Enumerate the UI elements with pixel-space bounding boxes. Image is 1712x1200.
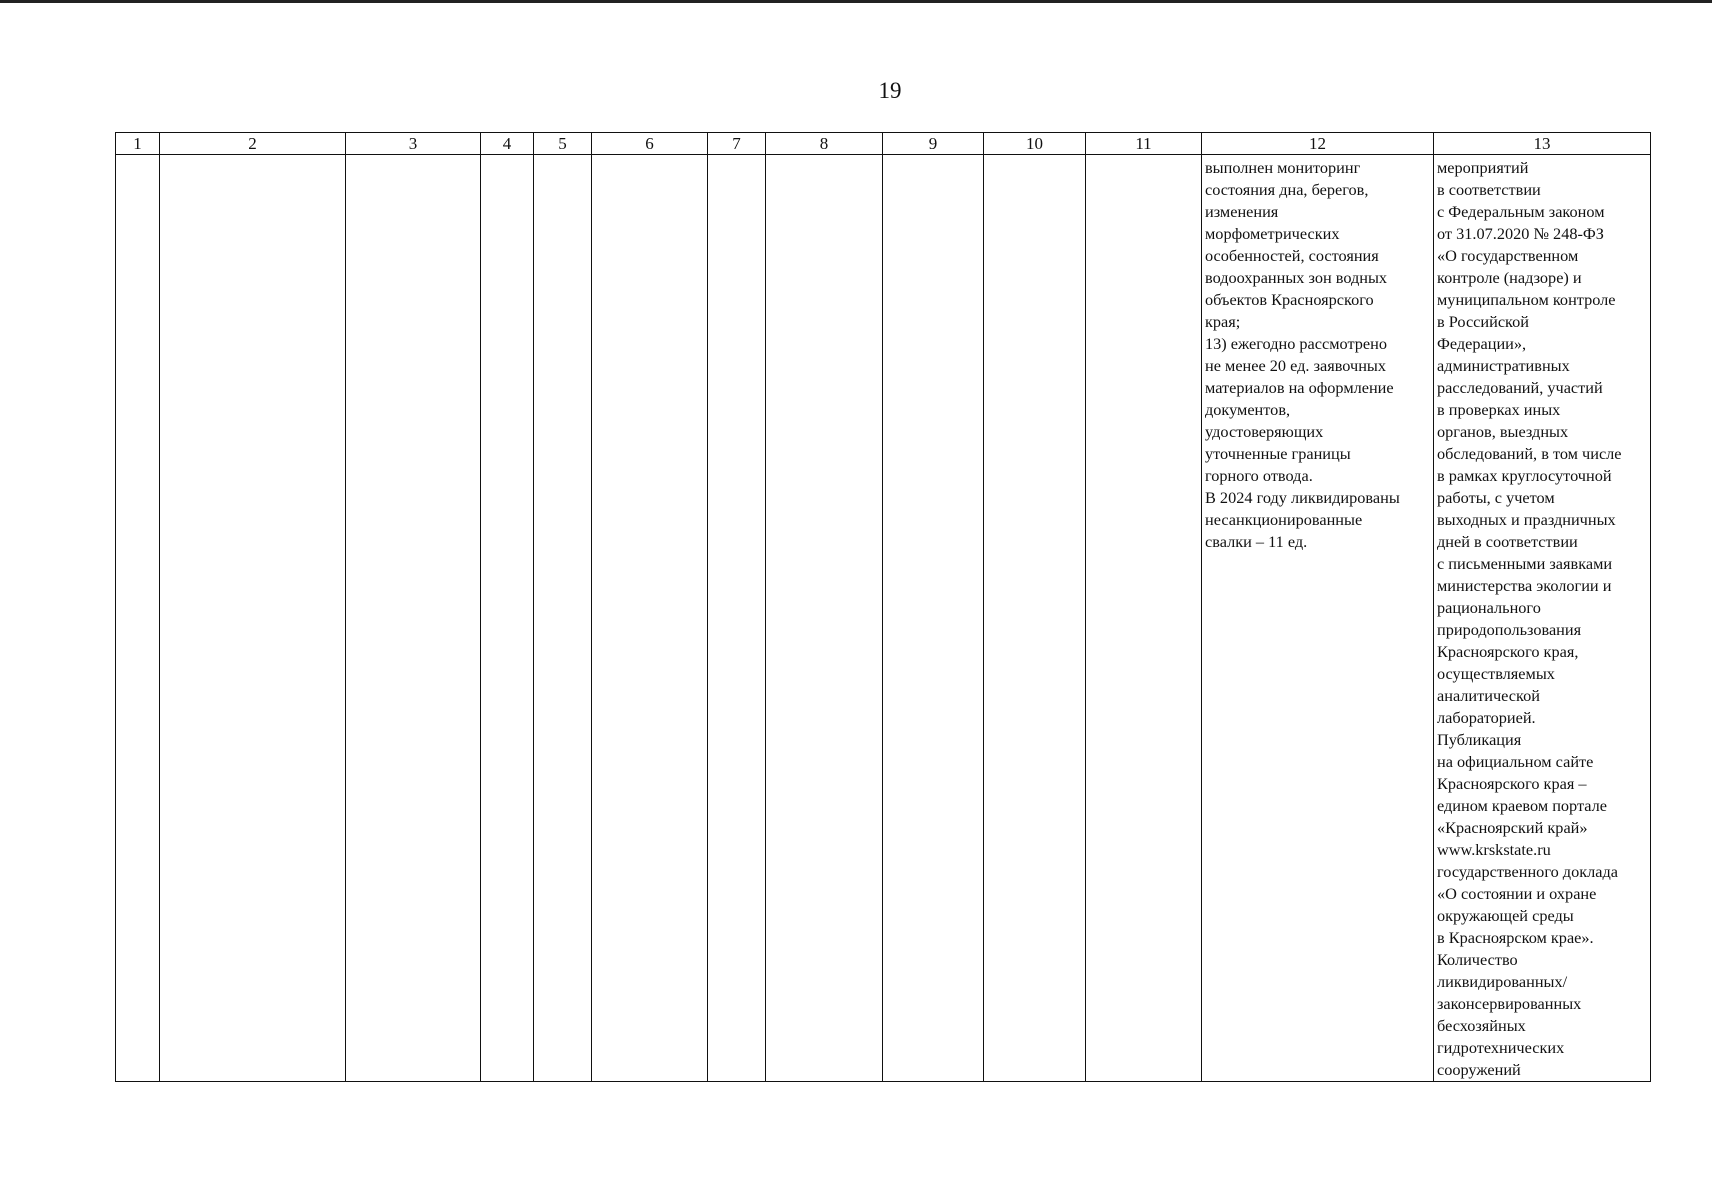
cell-col-13 [1434,155,1651,1082]
text-line: 13) ежегодно рассмотрено [1205,334,1387,353]
column-header-4: 4 [481,133,534,155]
col12-text [1202,155,1433,553]
cell-col-10 [984,155,1086,1082]
cell-col-2 [160,155,346,1082]
cell-col-4 [481,155,534,1082]
text-line: с Федеральным законом [1437,202,1605,221]
text-line: морфометрических [1205,224,1340,243]
text-line: в рамках круглосуточной [1437,466,1612,485]
text-line: едином краевом портале [1437,796,1608,815]
cell-col-5 [534,155,592,1082]
text-line: органов, выездных [1437,422,1569,441]
text-line: бесхозяйных [1437,1016,1526,1035]
text-line: Федерации», [1437,334,1527,353]
column-header-7: 7 [708,133,766,155]
column-header-10: 10 [984,133,1086,155]
text-line: аналитической [1437,686,1540,705]
text-line: изменения [1205,202,1279,221]
text-line: уточненные границы [1205,444,1351,463]
cell-col-11 [1086,155,1202,1082]
column-header-6: 6 [592,133,708,155]
cell-col-7 [708,155,766,1082]
text-line: свалки – 11 ед. [1205,532,1308,551]
text-line: www.krskstate.ru [1437,840,1551,859]
table-row [116,155,1651,1082]
text-line: работы, с учетом [1437,488,1555,507]
text-line: рационального [1437,598,1541,617]
text-line: материалов на оформление [1205,378,1394,397]
text-line: природопользования [1437,620,1582,639]
text-line: не менее 20 ед. заявочных [1205,356,1386,375]
text-line: Количество [1437,950,1518,969]
col13-text [1434,155,1650,1081]
text-line: удостоверяющих [1205,422,1324,441]
cell-col-1 [116,155,160,1082]
text-line: в соответствии [1437,180,1541,199]
column-header-8: 8 [766,133,883,155]
text-line: «О государственном [1437,246,1579,265]
text-line: особенностей, состояния [1205,246,1379,265]
column-header-12: 12 [1202,133,1434,155]
text-line: контроле (надзоре) и [1437,268,1582,287]
data-table [115,132,1651,1082]
text-line: обследований, в том числе [1437,444,1622,463]
text-line: выходных и праздничных [1437,510,1616,529]
text-line: водоохранных зон водных [1205,268,1388,287]
column-header-1: 1 [116,133,160,155]
column-header-2: 2 [160,133,346,155]
text-line: края; [1205,312,1241,331]
text-line: лабораторией. [1437,708,1536,727]
cell-col-9 [883,155,984,1082]
text-line: «Красноярский край» [1437,818,1588,837]
text-line: в Красноярском крае». [1437,928,1594,947]
text-line: министерства экологии и [1437,576,1612,595]
text-line: в Российской [1437,312,1529,331]
page-number: 19 [878,78,902,103]
text-line: несанкционированные [1205,510,1363,529]
cell-col-8 [766,155,883,1082]
text-line: сооружений [1437,1060,1521,1079]
text-line: Красноярского края – [1437,774,1587,793]
text-line: ликвидированных/ [1437,972,1568,991]
text-line: «О состоянии и охране [1437,884,1597,903]
text-line: административных [1437,356,1570,375]
text-line: дней в соответствии [1437,532,1578,551]
top-border-rule [0,0,1712,3]
text-line: окружающей среды [1437,906,1574,925]
text-line: на официальном сайте [1437,752,1594,771]
text-line: от 31.07.2020 № 248-ФЗ [1437,224,1604,243]
text-line: государственного доклада [1437,862,1619,881]
text-line: с письменными заявками [1437,554,1613,573]
text-line: горного отвода. [1205,466,1313,485]
column-header-13: 13 [1434,133,1651,155]
column-header-9: 9 [883,133,984,155]
text-line: в проверках иных [1437,400,1561,419]
text-line: состояния дна, берегов, [1205,180,1369,199]
column-header-5: 5 [534,133,592,155]
text-line: Публикация [1437,730,1522,749]
text-line: В 2024 году ликвидированы [1205,488,1400,507]
column-header-11: 11 [1086,133,1202,155]
text-line: выполнен мониторинг [1205,158,1361,177]
column-header-3: 3 [346,133,481,155]
text-line: мероприятий [1437,158,1529,177]
text-line: законсервированных [1437,994,1582,1013]
text-line: гидротехнических [1437,1038,1565,1057]
text-line: Красноярского края, [1437,642,1579,661]
text-line: объектов Красноярского [1205,290,1374,309]
cell-col-6 [592,155,708,1082]
text-line: документов, [1205,400,1291,419]
cell-col-12 [1202,155,1434,1082]
text-line: муниципальном контроле [1437,290,1616,309]
header-row [116,133,1651,155]
cell-col-3 [346,155,481,1082]
text-line: расследований, участий [1437,378,1603,397]
text-line: осуществляемых [1437,664,1555,683]
